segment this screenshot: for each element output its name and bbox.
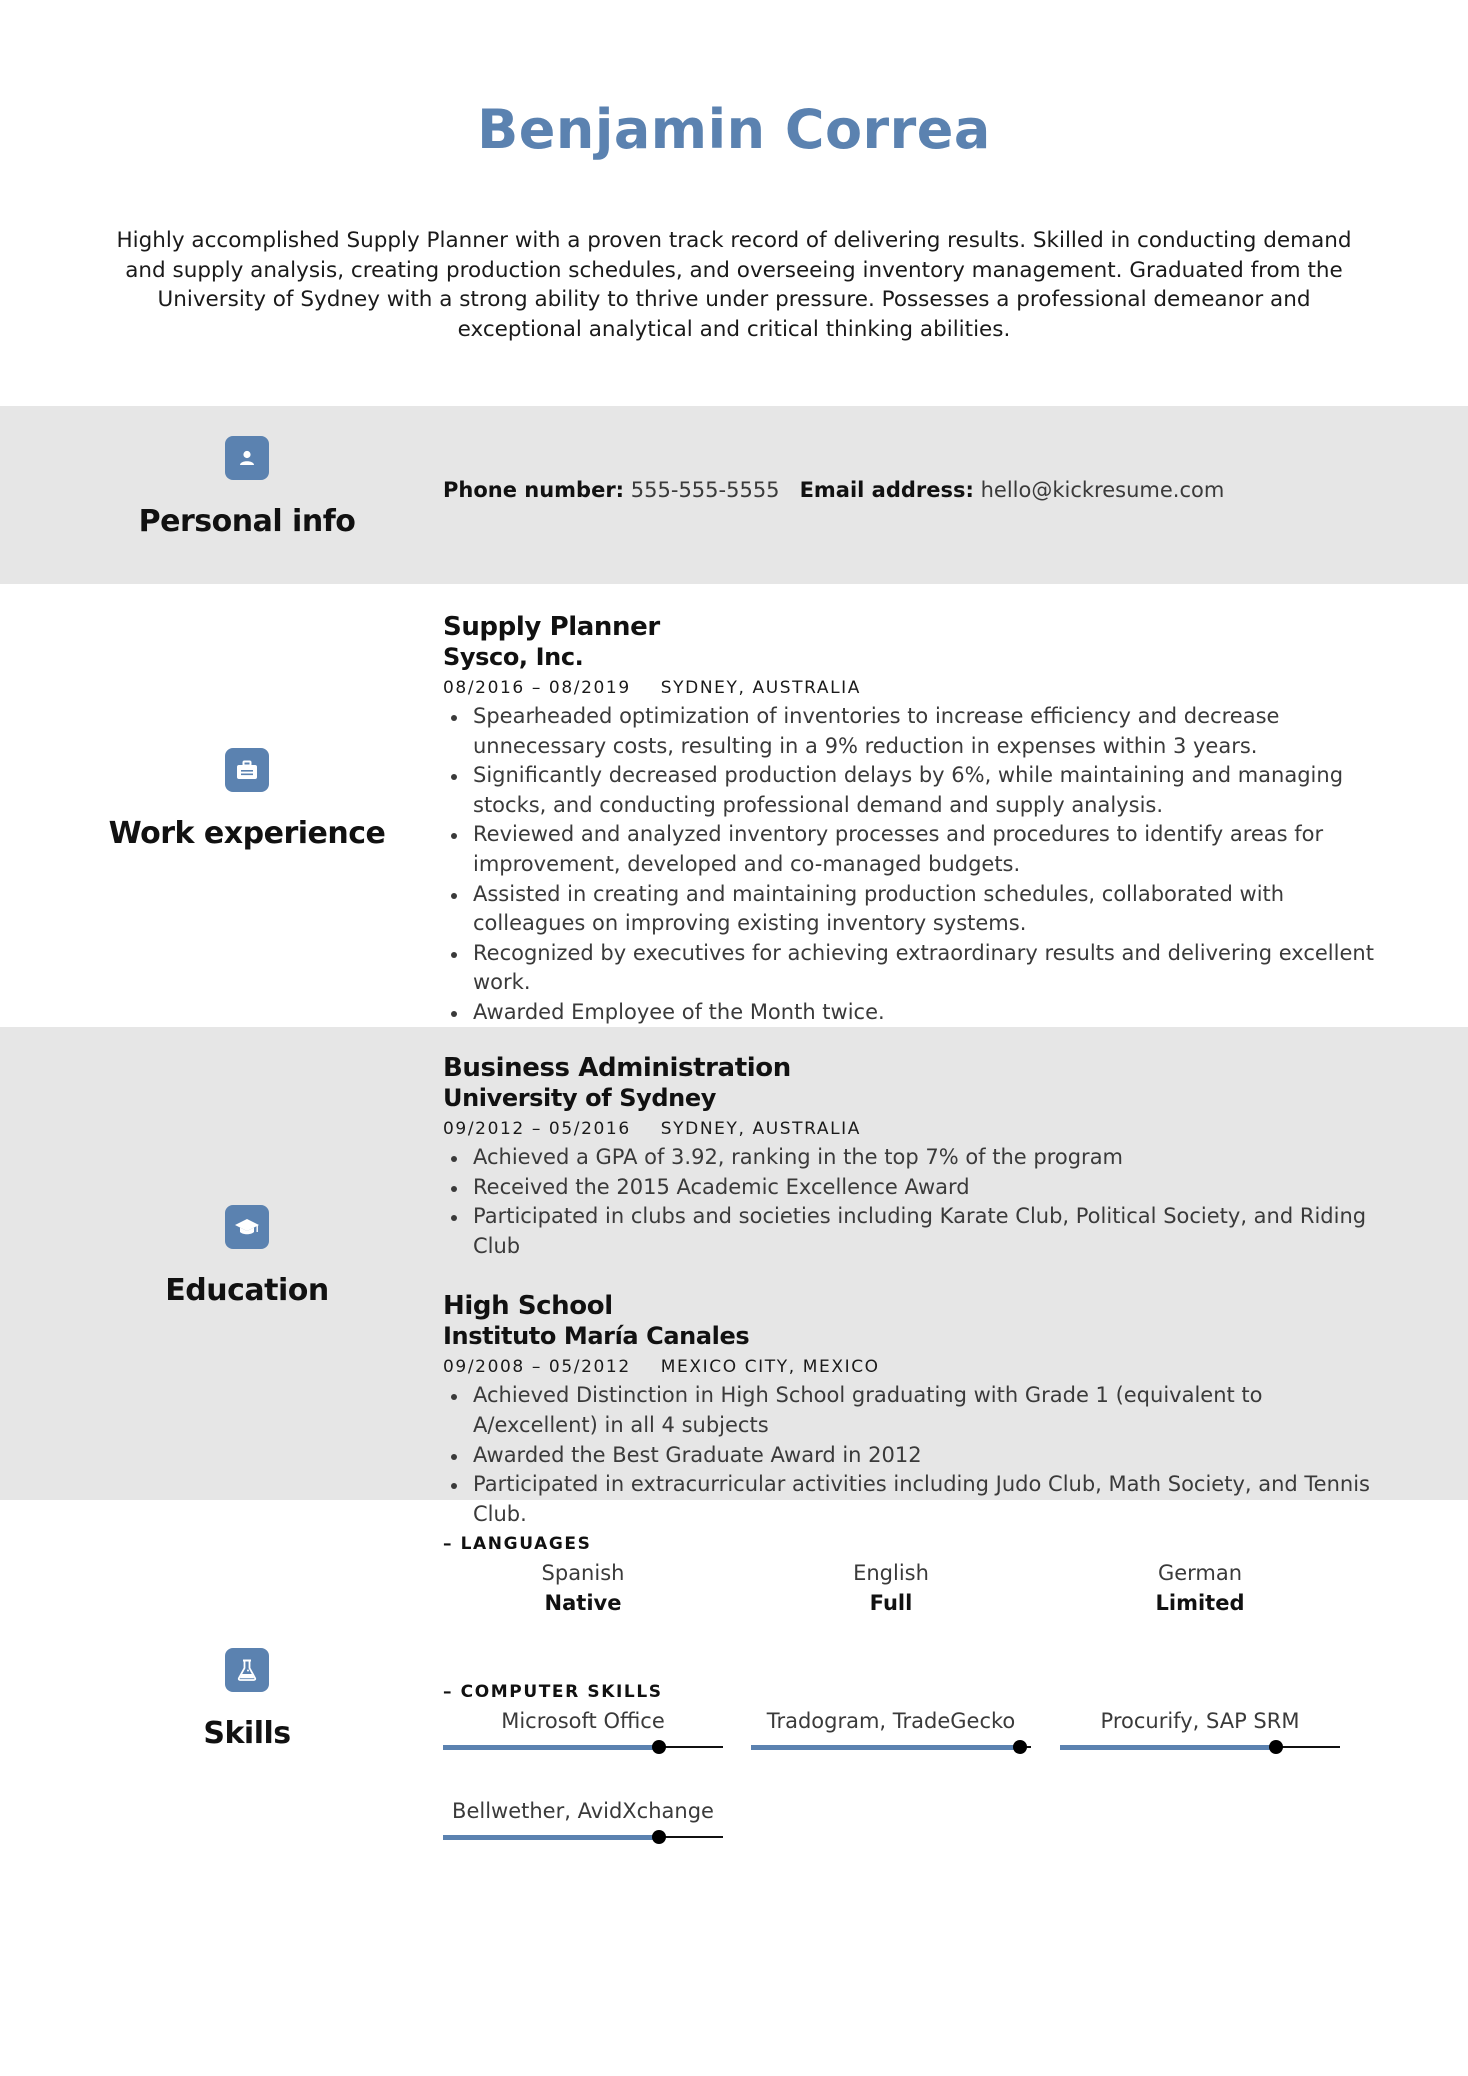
skill-bar-fill [443,1835,659,1840]
skill-bar-knob [1269,1740,1283,1754]
skill-bar-knob [652,1740,666,1754]
phone-label: Phone number: [443,478,625,502]
list-item: Awarded Employee of the Month twice. [473,998,1383,1028]
skills-content [443,1534,1383,1894]
skill-level-bar [751,1740,1031,1754]
school-dates: 09/2008 – 05/2012 [443,1357,631,1378]
skill-bar-fill [1060,1745,1276,1750]
job-title: Supply Planner [443,612,660,642]
degree-title: Business Administration [443,1053,791,1083]
skill-level-bar [1060,1740,1340,1754]
list-item: Achieved Distinction in High School graduating with Grade 1 (equivalent to A/excellent) in all 4 subjects [473,1381,1383,1440]
language-level: Native [544,1591,622,1615]
computer-skill-item [1060,1706,1340,1754]
computer-skills-heading: – COMPUTER SKILLS [443,1682,663,1702]
email-value: hello@kickresume.com [980,478,1225,502]
job-company: Sysco, Inc. [443,643,584,671]
school-dates: 09/2012 – 05/2016 [443,1119,631,1139]
language-level: Full [869,1591,913,1615]
language-item [1060,1558,1340,1618]
language-name: Spanish [541,1561,625,1585]
job-meta [443,674,1383,702]
phone-value: 555-555-5555 [630,478,780,502]
languages-heading: – LANGUAGES [443,1534,592,1554]
job-location: SYDNEY, AUSTRALIA [660,678,861,698]
school-meta [443,1353,1383,1381]
skill-bar-knob [652,1830,666,1844]
job-entry [443,612,1383,1028]
list-item: Spearheaded optimization of inventories to increase efficiency and decrease unnecessary costs, resulting in a 9% reduction in expenses within 3 years. [473,702,1383,761]
school-meta [443,1115,1383,1143]
user-icon [225,436,269,480]
language-item [751,1558,1031,1618]
list-item: Received the 2015 Academic Excellence Award [473,1173,1383,1203]
flask-icon [225,1648,269,1692]
section-title-personal-info: Personal info [138,504,356,539]
degree-title: High School [443,1291,613,1322]
education-section [0,1027,1468,1526]
school-name: University of Sydney [443,1084,716,1112]
list-item: Achieved a GPA of 3.92, ranking in the top 7% of the program [473,1143,1383,1173]
education-entry [443,1053,1383,1261]
work-experience-section [0,584,1468,1027]
skill-name: Procurify, SAP SRM [1100,1709,1300,1733]
list-item: Recognized by executives for achieving extraordinary results and delivering excellent work. [473,939,1383,998]
skill-bar-knob [1013,1740,1027,1754]
skill-bar-fill [751,1745,1020,1750]
language-name: English [853,1561,929,1585]
education-entry [443,1291,1383,1529]
job-dates: 08/2016 – 08/2019 [443,678,631,698]
skill-name: Tradogram, TradeGecko [766,1709,1016,1733]
skill-bar-fill [443,1745,659,1750]
list-item: Participated in extracurricular activities including Judo Club, Math Society, and Tennis Club. [473,1470,1383,1529]
email-label: Email address: [799,478,974,502]
contact-line [443,478,1383,502]
school-bullets [443,1143,1383,1261]
school-location: MEXICO CITY, MEXICO [660,1357,880,1378]
skills-section [0,1500,1468,1920]
language-level: Limited [1155,1591,1245,1615]
language-item [443,1558,723,1618]
section-title-work-experience: Work experience [108,816,386,851]
briefcase-icon [225,748,269,792]
candidate-name: Benjamin Correa [477,98,991,161]
school-name: Instituto María Canales [443,1322,750,1351]
list-item: Significantly decreased production delays by 6%, while maintaining and managing stocks, and conducting professional demand and supply analysis. [473,761,1383,820]
skill-name: Microsoft Office [501,1709,665,1733]
section-title-skills: Skills [203,1716,291,1751]
school-location: SYDNEY, AUSTRALIA [660,1119,861,1139]
education-entries [443,1053,1383,1529]
profile-summary: Highly accomplished Supply Planner with a proven track record of delivering results. Skilled in conducting demand and supply analysis, creating production schedules, and overseeing inventory management. Graduated from the University of Sydney with a strong ability to thrive under pressure. Possesses a professional demeanor and exceptional analytical and critical thinking abilities. [116,228,1352,342]
personal-info-section [0,406,1468,584]
list-item: Assisted in creating and maintaining production schedules, collaborated with colleagues on improving existing inventory systems. [473,880,1383,939]
skill-name: Bellwether, AvidXchange [452,1799,714,1823]
graduation-cap-icon [225,1205,269,1249]
computer-skill-item [443,1796,723,1844]
language-name: German [1157,1561,1243,1585]
job-bullets [443,702,1383,1028]
list-item: Awarded the Best Graduate Award in 2012 [473,1441,1383,1471]
computer-skill-item [443,1706,723,1754]
section-title-education: Education [165,1273,329,1308]
list-item: Participated in clubs and societies including Karate Club, Political Society, and Riding Club [473,1202,1383,1261]
list-item: Reviewed and analyzed inventory processes and procedures to identify areas for improvement, developed and co-managed budgets. [473,820,1383,879]
computer-skill-item [751,1706,1031,1754]
skill-level-bar [443,1740,723,1754]
skill-level-bar [443,1830,723,1844]
